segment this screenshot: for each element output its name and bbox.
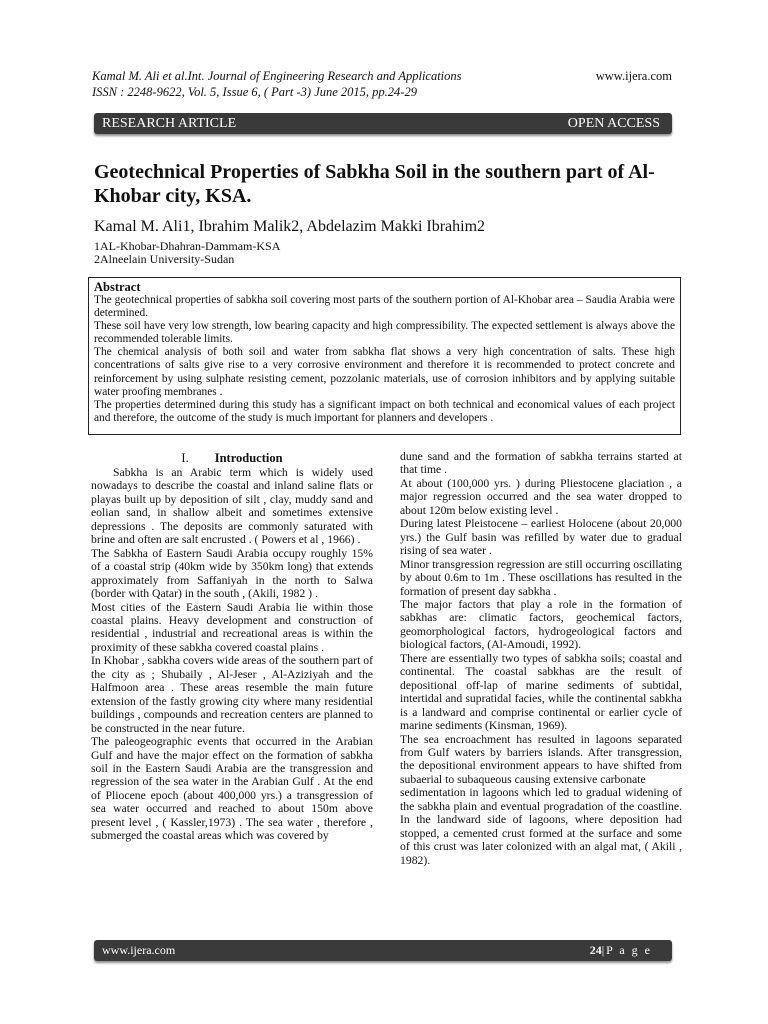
abstract-heading: Abstract bbox=[94, 280, 141, 294]
section-title: Introduction bbox=[214, 451, 283, 465]
body-paragraph: There are essentially two types of sabkha soils; coastal and continental. The coastal sabkhas are the result of depositional off-lap of marine sediments of subtidal, intertidal and supratidal facies, while the continental sabkha is a landward and comprise continental or earlier cycle of marine sediments (Kinsman, 1969). bbox=[400, 651, 682, 733]
abstract-box bbox=[88, 277, 681, 435]
author-list: Kamal M. Ali1, Ibrahim Malik2, Abdelazim Makki Ibrahim2 bbox=[94, 218, 486, 235]
affiliation-1: 1AL-Khobar-Dhahran-Dammam-KSA bbox=[94, 239, 281, 253]
body-paragraph: In Khobar , sabkha covers wide areas of the southern part of the city as ; Shubaily , Al-Jeser , Al-Aziziyah and the Halfmoon area . These areas resemble the main future extension of the fastly growing city where many residential buildings , compounds and recreation centers are planned to be constructed in the near future. bbox=[91, 654, 373, 735]
article-type-banner bbox=[94, 113, 672, 134]
section-heading bbox=[91, 450, 373, 466]
body-paragraph: Most cities of the Eastern Saudi Arabia lie within those coastal plains. Heavy development and construction of residential , industrial and recreational areas is within the proximity of these sabkha covered coastal plains . bbox=[91, 600, 373, 654]
journal-website[interactable]: www.ijera.com bbox=[595, 69, 672, 83]
footer-website[interactable]: www.ijera.com bbox=[102, 943, 176, 957]
left-column bbox=[91, 450, 373, 843]
body-paragraph: The Sabkha of Eastern Saudi Arabia occupy roughly 15% of a coastal strip (40km wide by 350km long) that extends approximately from Saffaniyah in the north to Salwa (border with Qatar) in the south , (Akili, 1982 ) . bbox=[91, 546, 373, 601]
page-footer bbox=[94, 940, 672, 961]
body-paragraph: The paleogeographic events that occurred in the Arabian Gulf and have the major effect on the formation of sabkha soil in the Eastern Saudi Arabia are the transgression and regression of the sea water in the Arabian Gulf . At the end of Pliocene epoch (about 400,000 yrs.) a transgression of sea water occurred and reached to about 150m above present level , ( Kassler,1973) . The sea water , therefore , submerged the coastal areas which was covered by bbox=[91, 735, 373, 843]
body-paragraph: dune sand and the formation of sabkha terrains started at that time . bbox=[400, 450, 682, 477]
body-paragraph: During latest Pleistocene – earliest Holocene (about 20,000 yrs.) the Gulf basin was refilled by water due to gradual rising of sea water . bbox=[400, 517, 682, 558]
body-paragraph: At about (100,000 yrs. ) during Pliestocene glaciation , a major regression occurred and the sea water dropped to about 120m below existing level . bbox=[400, 476, 682, 517]
journal-citation bbox=[92, 68, 462, 100]
body-paragraph: The major factors that play a role in the formation of sabkhas are: climatic factors, geochemical factors, geomorphological factors, hydrogeological factors and biological factors, (Al-Amoudi, 1992). bbox=[400, 597, 682, 652]
page-label: |P a g e bbox=[601, 943, 652, 957]
abstract-paragraph: The geotechnical properties of sabkha soil covering most parts of the southern portion of Al-Khobar area – Saudia Arabia were determined. bbox=[94, 294, 675, 320]
body-paragraph: Sabkha is an Arabic term which is widely used nowadays to describe the coastal and inland saline flats or playas built up by deposition of silt , clay, muddy sand and eolian sand, in shallow albeit and sometimes extensive depressions . The deposits are commonly saturated with brine and often are salt encrusted . ( Powers et al , 1966) . bbox=[91, 466, 373, 547]
page-number bbox=[590, 940, 652, 961]
page-number-value: 24 bbox=[589, 943, 602, 957]
affiliation-2: 2Alneelain University-Sudan bbox=[94, 252, 235, 266]
abstract-paragraph: These soil have very low strength, low bearing capacity and high compressibility. The expected settlement is always above the recommended tolerable limits. bbox=[94, 320, 675, 346]
right-column bbox=[400, 450, 682, 867]
section-number: I. bbox=[181, 451, 189, 465]
abstract-paragraph: The chemical analysis of both soil and water from sabkha flat shows a very high concentration of salts. These high concentrations of salts give rise to a very corrosive environment and therefore it is recommended to protect concrete and reinforcement by using sulphate resisting cement, pozzolanic materials, use of corrosion inhibitors and by applying suitable water proofing membranes . bbox=[94, 346, 675, 398]
citation-line-1: Kamal M. Ali et al.Int. Journal of Engineering Research and Applications bbox=[92, 69, 462, 83]
body-paragraph: Minor transgression regression are still occurring oscillating by about 0.6m to 1m . These oscillations has resulted in the formation of present day sabkha . bbox=[400, 557, 682, 598]
abstract-paragraph: The properties determined during this study has a significant impact on both technical and economical values of each project and therefore, the outcome of the study is much important for planners and developers . bbox=[94, 398, 675, 424]
body-paragraph: sedimentation in lagoons which led to gradual widening of the sabkha plain and eventual progradation of the coastline. In the landward side of lagoons, where deposition had stopped, a cemented crust formed at the surface and some of this crust was later colonized with an algal mat, ( Akili , 1982). bbox=[400, 786, 682, 867]
paper-title: Geotechnical Properties of Sabkha Soil in the southern part of Al-Khobar city, KSA. bbox=[94, 161, 655, 207]
citation-line-2: ISSN : 2248-9622, Vol. 5, Issue 6, ( Part -3) June 2015, pp.24-29 bbox=[92, 85, 417, 99]
research-article-label: RESEARCH ARTICLE bbox=[102, 116, 237, 131]
open-access-label: OPEN ACCESS bbox=[567, 116, 660, 131]
body-paragraph: The sea encroachment has resulted in lagoons separated from Gulf waters by barriers islands. After transgression, the depositional environment appears to have shifted from subaerial to subaqueous causing extensive carbonate bbox=[400, 732, 682, 786]
